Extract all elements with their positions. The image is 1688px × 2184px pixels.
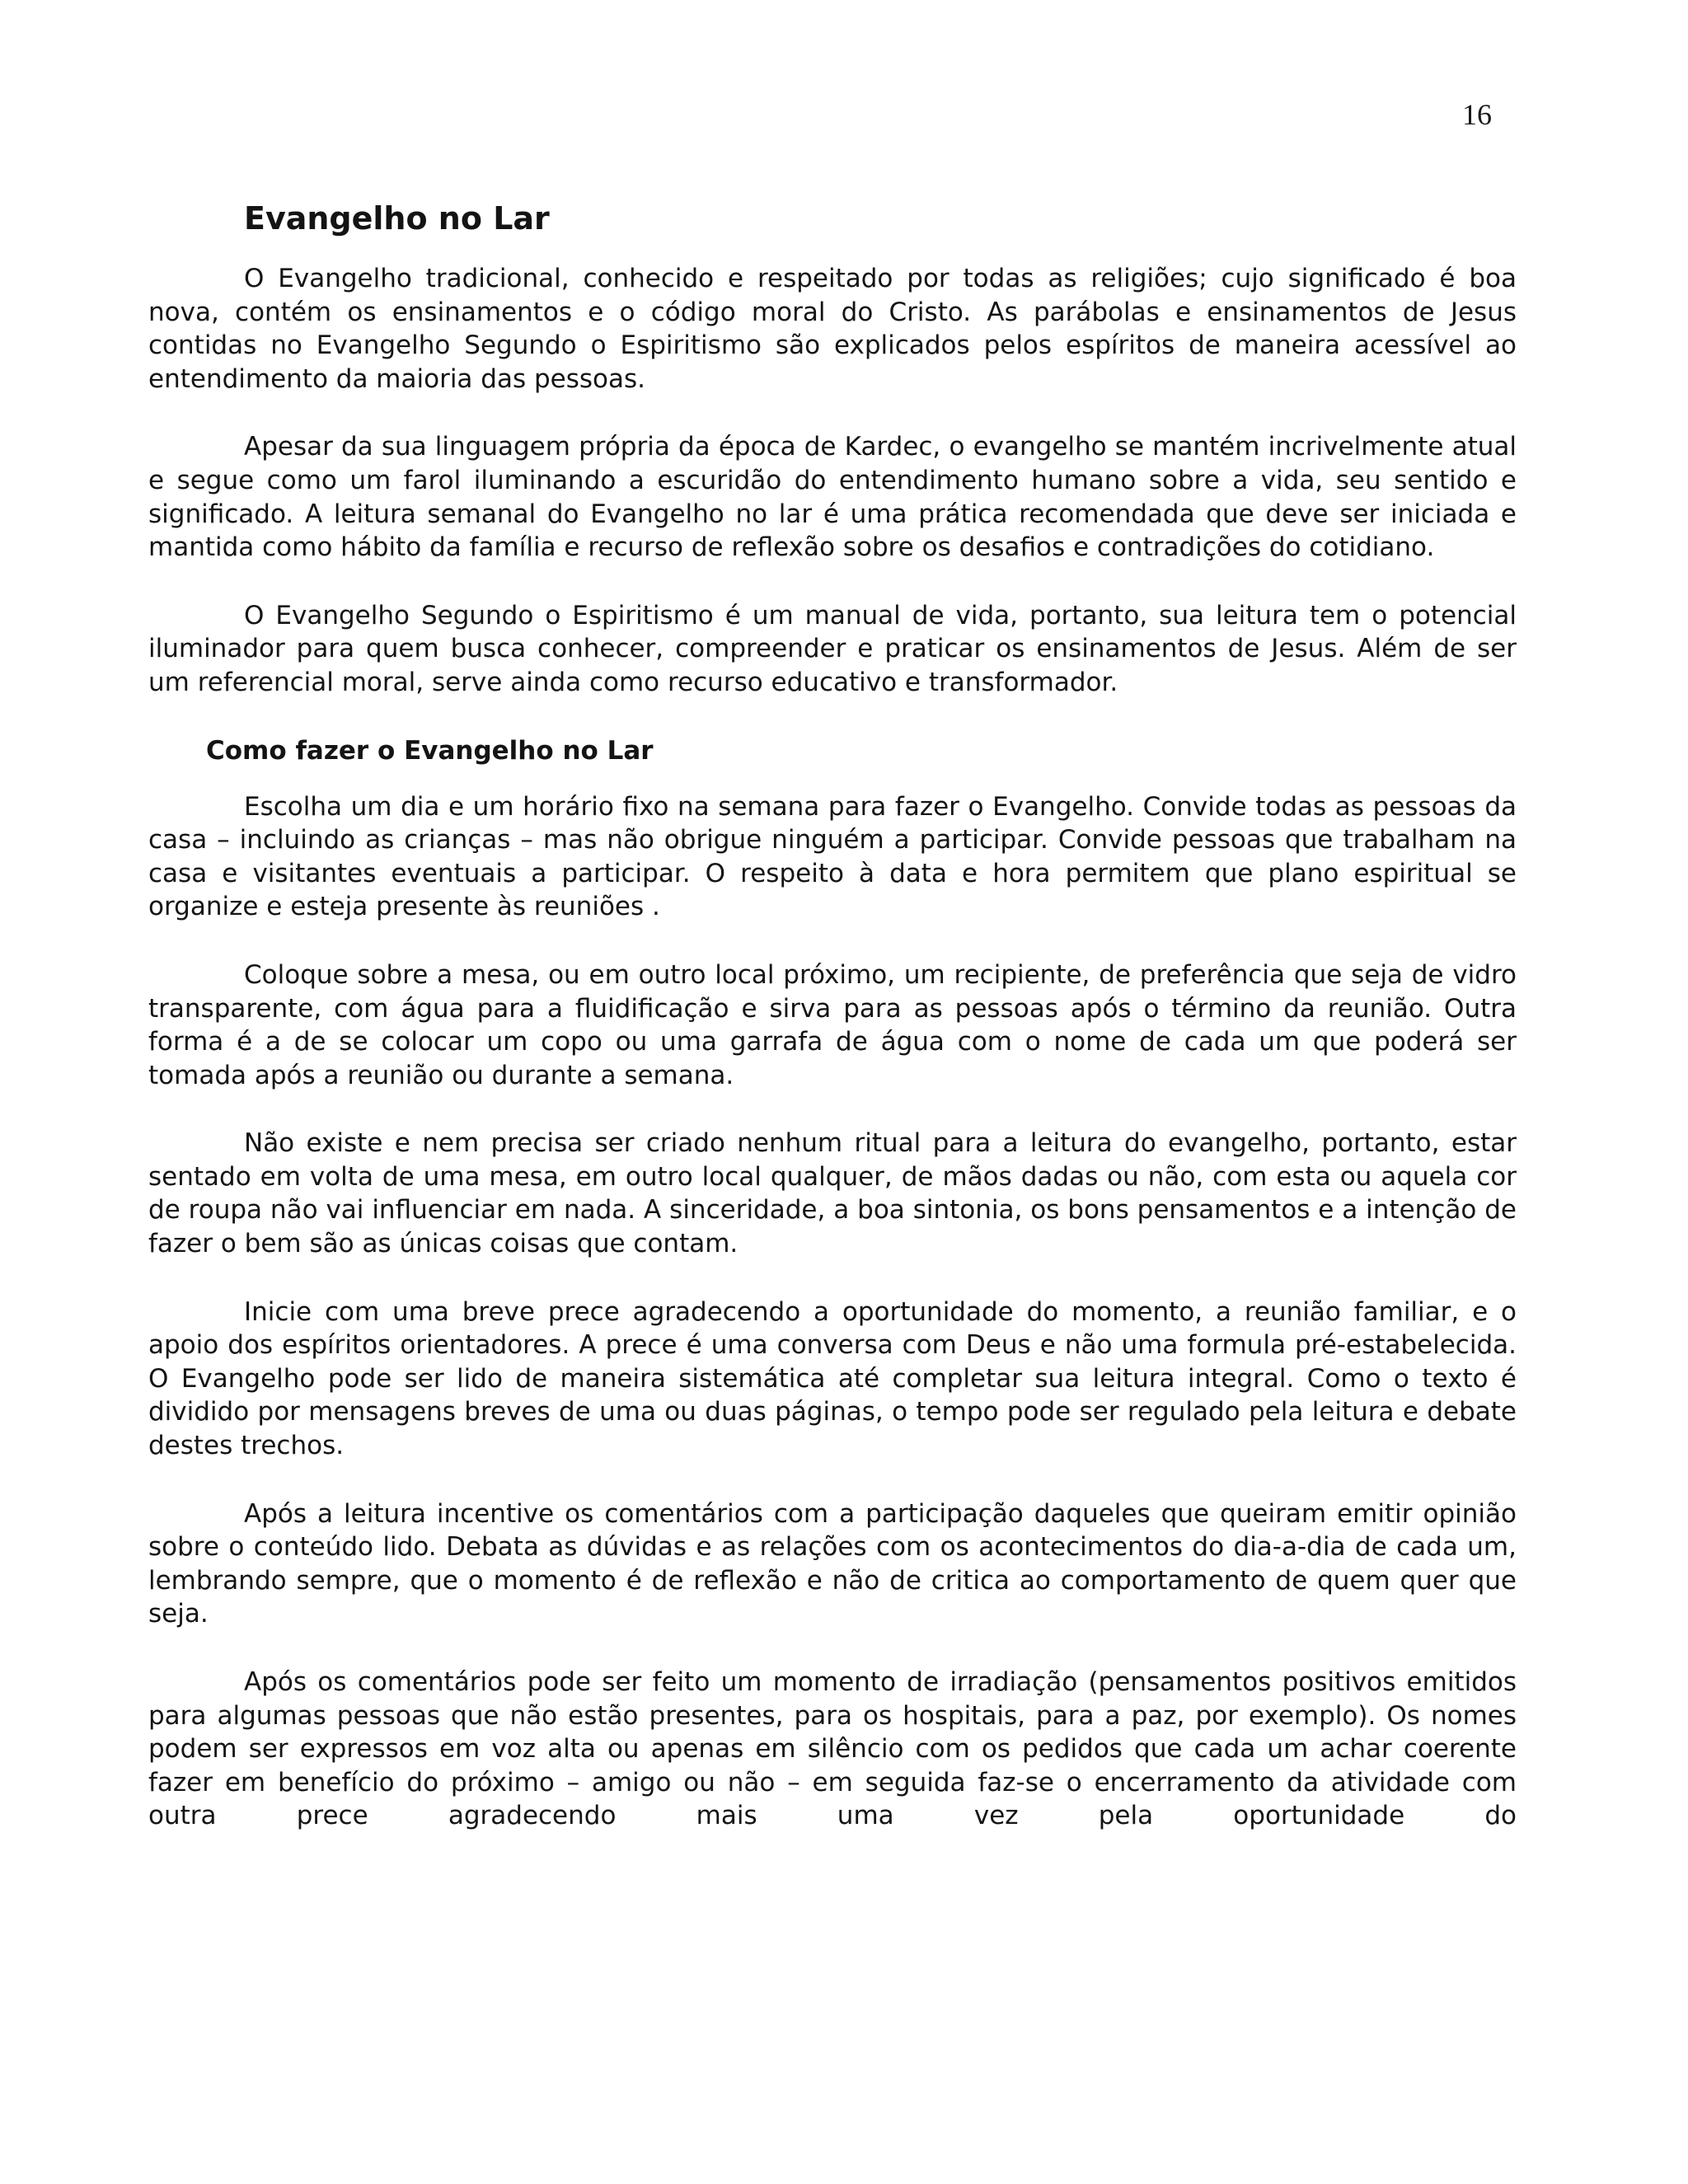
paragraph: Apesar da sua linguagem própria da época de Kardec, o evangelho se mantém incrivelmente atual e segue como um farol iluminando a escuridão do entendimento humano sobre a vida, seu sentido e significado. A leitura semanal do Evangelho no lar é uma prática recomendada que deve ser iniciada e mantida como hábito da família e recurso de reflexão sobre os desafios e contradições do cotidiano. — [148, 432, 1517, 563]
paragraph: O Evangelho Segundo o Espiritismo é um manual de vida, portanto, sua leitura tem o potencial iluminador para quem busca conhecer, compreender e praticar os ensinamentos de Jesus. Além de ser um referencial moral, serve ainda como recurso educativo e transformador. — [148, 600, 1517, 697]
paragraph: Inicie com uma breve prece agradecendo a oportunidade do momento, a reunião familiar, e o apoio dos espíritos orientadores. A prece é uma conversa com Deus e não uma formula pré-estabelecida. O Evangelho pode ser lido de maneira sistemática até completar sua leitura integral. Como o texto é dividido por mensagens breves de uma ou duas páginas, o tempo pode ser regulado pela leitura e debate destes trechos. — [148, 1296, 1517, 1461]
section-heading: Como fazer o Evangelho no Lar — [206, 735, 654, 766]
page-content — [148, 198, 1517, 1833]
paragraph: Escolha um dia e um horário fixo na semana para fazer o Evangelho. Convide todas as pessoas da casa – incluindo as crianças – mas não obrigue ninguém a participar. Convide pessoas que trabalham na casa e visitantes eventuais a participar. O respeito à data e hora permitem que plano espiritual se organize e esteja presente às reuniões . — [148, 791, 1517, 922]
paragraph: O Evangelho tradicional, conhecido e respeitado por todas as religiões; cujo significado é boa nova, contém os ensinamentos e o código moral do Cristo. As parábolas e ensinamentos de Jesus contidas no Evangelho Segundo o Espiritismo são explicados pelos espíritos de maneira acessível ao entendimento da maioria das pessoas. — [148, 264, 1517, 394]
paragraph: Coloque sobre a mesa, ou em outro local próximo, um recipiente, de preferência que seja de vidro transparente, com água para a fluidificação e sirva para as pessoas após o término da reunião. Outra forma é a de se colocar um copo ou uma garrafa de água com o nome de cada um que poderá ser tomada após a reunião ou durante a semana. — [148, 959, 1517, 1090]
paragraph: Não existe e nem precisa ser criado nenhum ritual para a leitura do evangelho, portanto, estar sentado em volta de uma mesa, em outro local qualquer, de mãos dadas ou não, com esta ou aquela cor de roupa não vai influenciar em nada. A sinceridade, a boa sintonia, os bons pensamentos e a intenção de fazer o bem são as únicas coisas que contam. — [148, 1128, 1517, 1259]
paragraph: Após a leitura incentive os comentários com a participação daqueles que queiram emitir opinião sobre o conteúdo lido. Debata as dúvidas e as relações com os acontecimentos do dia-a-dia de cada um, lembrando sempre, que o momento é de reflexão e não de critica ao comportamento de quem quer que seja. — [148, 1498, 1517, 1629]
paragraph: Após os comentários pode ser feito um momento de irradiação (pensamentos positivos emitidos para algumas pessoas que não estão presentes, para os hospitais, para a paz, por exemplo). Os nomes podem ser expressos em voz alta ou apenas em silêncio com os pedidos que cada um achar coerente fazer em benefício do próximo – amigo ou não – em seguida faz-se o encerramento da atividade com outra prece agradecendo mais uma vez pela oportunidade do — [148, 1667, 1517, 1831]
page-title: Evangelho no Lar — [244, 200, 550, 237]
page-number: 16 — [1462, 98, 1492, 131]
